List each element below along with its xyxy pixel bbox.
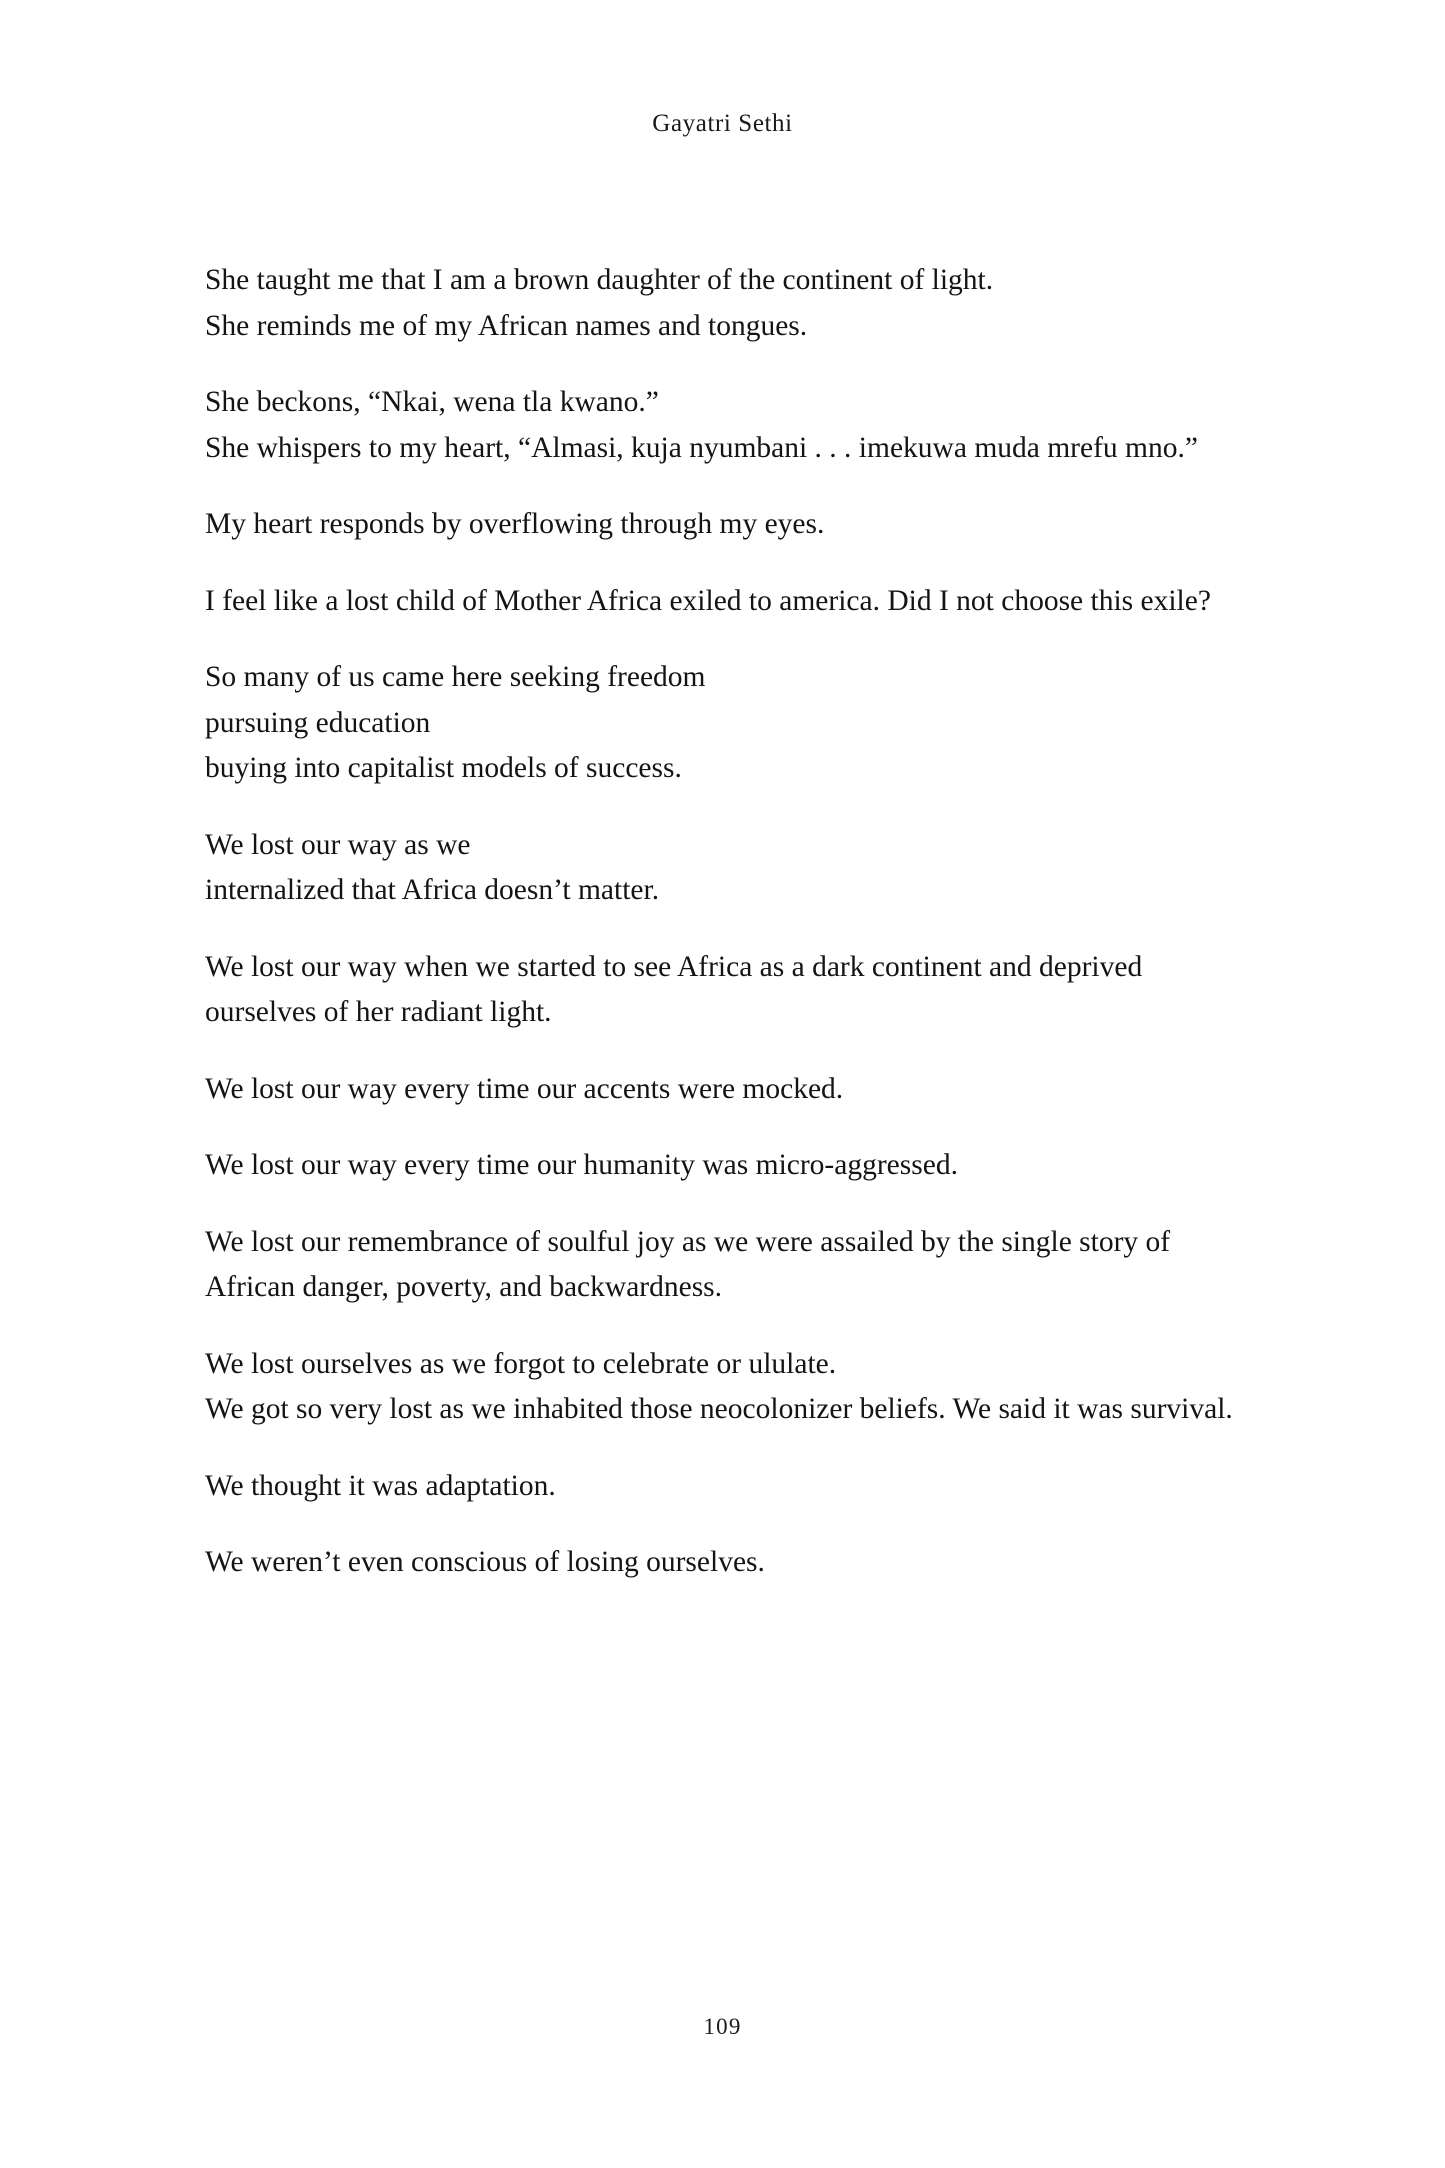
poem-line: She taught me that I am a brown daughter of the continent of light. [205, 264, 994, 296]
stanza [205, 1540, 1250, 1586]
poem-line: She reminds me of my African names and tongues. [205, 309, 808, 342]
stanza [205, 1220, 1250, 1311]
poem-line: My heart responds by overflowing through my eyes. [205, 508, 825, 540]
stanza [205, 258, 1250, 349]
poem-line: We weren’t even conscious of losing ourselves. [205, 1546, 765, 1578]
poem-line: pursuing education [205, 706, 431, 739]
poem-line: We thought it was adaptation. [205, 1469, 556, 1502]
poem-line: She beckons, “Nkai, wena tla kwano.” [205, 386, 659, 418]
poem-line: We got so very lost as we inhabited those neocolonizer beliefs. We said it was survival. [205, 1393, 1233, 1425]
stanza [205, 502, 1250, 548]
poem-body [205, 258, 1250, 1586]
poem-line: We lost our way every time our humanity was micro-aggressed. [205, 1149, 958, 1181]
poem-line: We lost our remembrance of soulful joy as we were assailed by the single story of African danger, poverty, and backwardness. [205, 1225, 1176, 1303]
poem-line: She whispers to my heart, “Almasi, kuja nyumbani . . . imekuwa muda mrefu mno.” [205, 431, 1198, 464]
stanza [205, 945, 1250, 1036]
poem-line: We lost ourselves as we forgot to celebrate or ululate. [205, 1347, 837, 1380]
poem-line: We lost our way every time our accents were mocked. [205, 1072, 844, 1105]
poem-line: We lost our way as we [205, 828, 471, 861]
stanza [205, 1067, 1250, 1113]
stanza [205, 655, 1250, 792]
stanza [205, 380, 1250, 471]
stanza [205, 1342, 1250, 1433]
stanza [205, 579, 1250, 625]
running-head: Gayatri Sethi [652, 110, 793, 137]
stanza [205, 1464, 1250, 1510]
poem-line: So many of us came here seeking freedom [205, 661, 706, 693]
poem-line: internalized that Africa doesn’t matter. [205, 874, 660, 906]
poem-line: I feel like a lost child of Mother Africa exiled to america. Did I not choose this exile? [205, 584, 1211, 617]
stanza [205, 823, 1250, 914]
page-number: 109 [703, 2014, 742, 2039]
poem-line: buying into capitalist models of success. [205, 752, 682, 784]
poem-line: We lost our way when we started to see Africa as a dark continent and deprived ourselves of her radiant light. [205, 950, 1150, 1028]
stanza [205, 1143, 1250, 1189]
